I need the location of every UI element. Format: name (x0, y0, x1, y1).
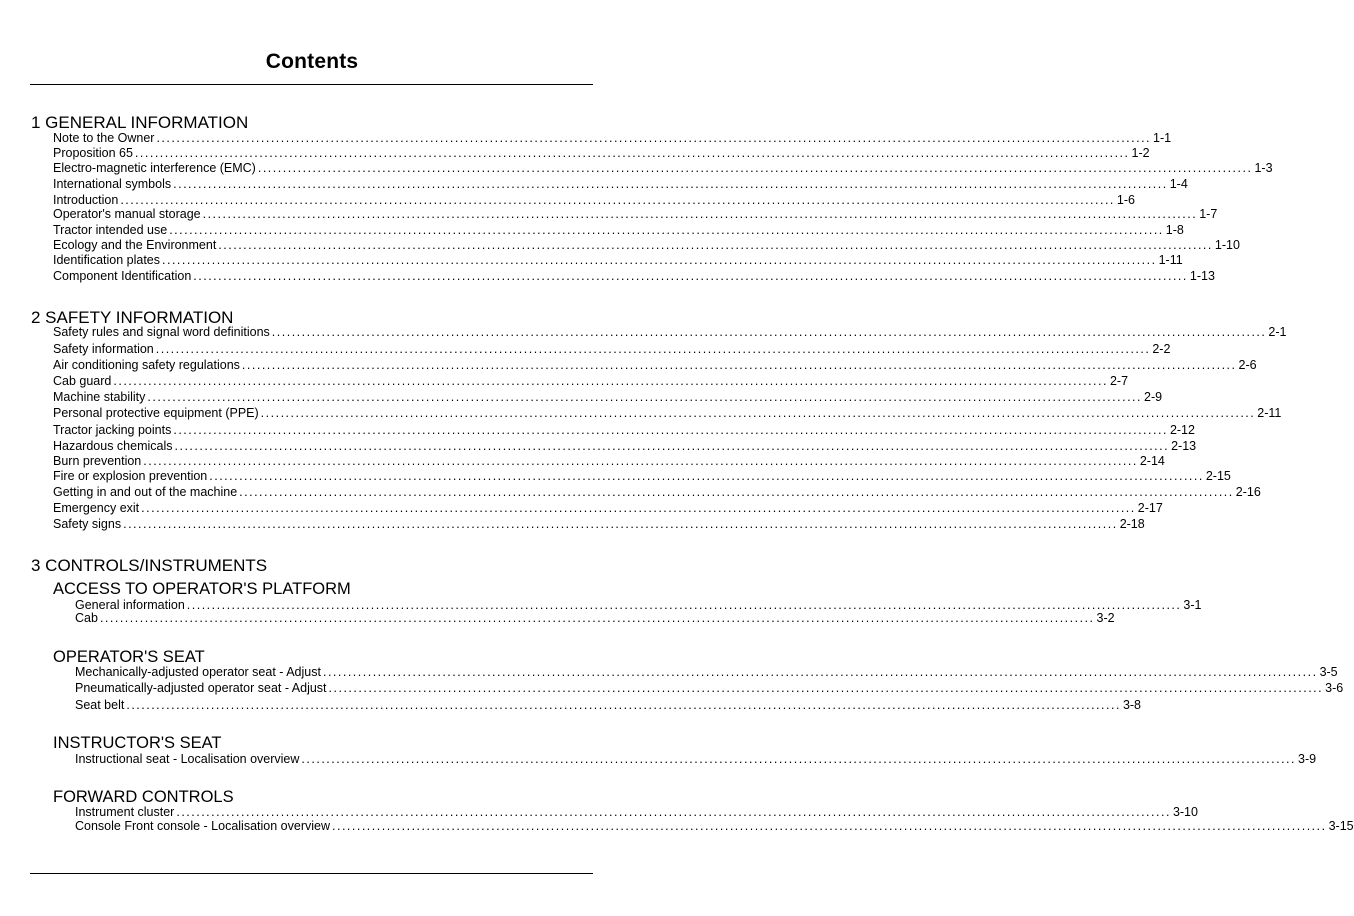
entry-label: Cab guard (53, 374, 112, 388)
dot-leader: ........................................................................................................................................................................................................ (173, 177, 1168, 191)
entry-label: Safety information (53, 342, 154, 356)
bottom-divider (30, 873, 593, 874)
dot-leader: ........................................................................................................................................................................................................ (271, 325, 1267, 339)
toc-entry[interactable] (53, 517, 1145, 532)
subsection-heading: INSTRUCTOR'S SEAT (53, 734, 222, 752)
page-title: Contents (265, 50, 359, 73)
entry-page: 2-14 (1139, 454, 1165, 468)
dot-leader: ........................................................................................................................................................................................................ (301, 752, 1297, 766)
entry-page: 1-11 (1158, 253, 1183, 267)
dot-leader: ........................................................................................................................................................................................................ (176, 805, 1171, 819)
entry-page: 2-6 (1238, 358, 1257, 372)
entry-page: 1-13 (1189, 269, 1215, 283)
dot-leader: ........................................................................................................................................................................................................ (99, 611, 1095, 625)
entry-label: Identification plates (53, 253, 161, 267)
dot-leader: ........................................................................................................................................................................................................ (155, 342, 1151, 356)
dot-leader: ........................................................................................................................................................................................................ (193, 269, 1188, 283)
entry-page: 3-2 (1096, 611, 1115, 625)
dot-leader: ........................................................................................................................................................................................................ (141, 501, 1136, 515)
entry-page: 1-8 (1165, 223, 1184, 237)
toc-entry[interactable] (53, 193, 1135, 208)
entry-page: 3-10 (1172, 805, 1198, 819)
toc-entry[interactable] (75, 611, 1115, 626)
toc-entry[interactable] (53, 269, 1215, 284)
dot-leader: ........................................................................................................................................................................................................ (257, 161, 1253, 175)
top-divider (30, 84, 593, 85)
entry-page: 1-6 (1116, 193, 1135, 207)
toc-entry[interactable] (53, 238, 1240, 253)
entry-label: Cab (75, 611, 98, 625)
toc-entry[interactable] (53, 374, 1129, 389)
subsection-heading: ACCESS TO OPERATOR'S PLATFORM (53, 580, 351, 598)
entry-page: 2-13 (1171, 439, 1197, 453)
toc-entry[interactable] (75, 819, 1354, 834)
dot-leader: ........................................................................................................................................................................................................ (147, 390, 1142, 404)
dot-leader: ........................................................................................................................................................................................................ (174, 439, 1170, 453)
dot-leader: ........................................................................................................................................................................................................ (126, 698, 1121, 712)
entry-label: Hazardous chemicals (53, 439, 173, 453)
entry-label: Component Identification (53, 269, 192, 283)
entry-label: Getting in and out of the machine (53, 485, 238, 499)
entry-page: 3-15 (1328, 819, 1354, 833)
toc-entry[interactable] (53, 485, 1261, 500)
entry-label: Ecology and the Environment (53, 238, 217, 252)
entry-page: 1-1 (1153, 131, 1172, 145)
entry-page: 3-1 (1183, 598, 1202, 612)
entry-page: 3-5 (1319, 665, 1338, 679)
entry-page: 1-3 (1254, 161, 1273, 175)
dot-leader: ........................................................................................................................................................................................................ (332, 819, 1327, 833)
entry-page: 1-10 (1214, 238, 1240, 252)
toc-entry[interactable] (53, 253, 1183, 268)
dot-leader: ........................................................................................................................................................................................................ (173, 423, 1168, 437)
entry-page: 2-1 (1268, 325, 1287, 339)
toc-entry[interactable] (53, 439, 1197, 454)
entry-label: Safety rules and signal word definitions (53, 325, 270, 339)
entry-page: 3-9 (1298, 752, 1317, 766)
subsection-heading: FORWARD CONTROLS (53, 788, 234, 806)
dot-leader: ........................................................................................................................................................................................................ (123, 517, 1118, 531)
entry-page: 1-2 (1131, 146, 1150, 160)
entry-label: Air conditioning safety regulations (53, 358, 240, 372)
entry-page: 1-4 (1169, 177, 1188, 191)
entry-label: Operator's manual storage (53, 207, 201, 221)
entry-label: Fire or explosion prevention (53, 469, 208, 483)
subsection-heading: OPERATOR'S SEAT (53, 648, 205, 666)
entry-page: 1-7 (1199, 207, 1218, 221)
toc-entry[interactable] (53, 342, 1171, 357)
toc-entry[interactable] (53, 131, 1172, 146)
section-heading: 1 GENERAL INFORMATION (31, 113, 249, 132)
toc-entry[interactable] (75, 805, 1198, 820)
toc-entry[interactable] (75, 698, 1142, 713)
dot-leader: ........................................................................................................................................................................................................ (202, 207, 1198, 221)
dot-leader: ........................................................................................................................................................................................................ (260, 406, 1256, 420)
entry-label: Emergency exit (53, 501, 140, 515)
dot-leader: ........................................................................................................................................................................................................ (120, 193, 1115, 207)
dot-leader: ........................................................................................................................................................................................................ (328, 681, 1324, 695)
entry-label: Proposition 65 (53, 146, 133, 160)
dot-leader: ........................................................................................................................................................................................................ (134, 146, 1130, 160)
entry-label: Instrument cluster (75, 805, 175, 819)
entry-page: 3-8 (1122, 698, 1142, 712)
entry-label: Console Front console - Localisation overview (75, 819, 330, 833)
entry-label: International symbols (53, 177, 172, 191)
section-heading: 3 CONTROLS/INSTRUMENTS (31, 556, 268, 575)
toc-entry[interactable] (75, 665, 1338, 680)
entry-page: 2-2 (1152, 342, 1171, 356)
dot-leader: ........................................................................................................................................................................................................ (209, 469, 1204, 483)
entry-label: Personal protective equipment (PPE) (53, 406, 259, 420)
entry-label: Introduction (53, 193, 119, 207)
toc-entry[interactable] (53, 207, 1218, 222)
dot-leader: ........................................................................................................................................................................................................ (113, 374, 1108, 388)
toc-entry[interactable] (53, 146, 1150, 161)
entry-label: Tractor intended use (53, 223, 168, 237)
dot-leader: ........................................................................................................................................................................................................ (156, 131, 1152, 145)
dot-leader: ........................................................................................................................................................................................................ (218, 238, 1213, 252)
entry-label: Note to the Owner (53, 131, 155, 145)
entry-page: 2-9 (1144, 390, 1163, 404)
entry-label: Safety signs (53, 517, 122, 531)
toc-entry[interactable] (53, 325, 1287, 340)
dot-leader: ........................................................................................................................................................................................................ (162, 253, 1157, 267)
dot-leader: ........................................................................................................................................................................................................ (186, 598, 1182, 612)
entry-page: 3-6 (1325, 681, 1344, 695)
entry-page: 2-17 (1137, 501, 1163, 515)
entry-label: Mechanically-adjusted operator seat - Adjust (75, 665, 321, 679)
toc-entry[interactable] (75, 752, 1317, 767)
entry-label: Burn prevention (53, 454, 142, 468)
entry-page: 2-7 (1109, 374, 1129, 388)
entry-label: Electro-magnetic interference (EMC) (53, 161, 256, 175)
entry-label: Instructional seat - Localisation overview (75, 752, 300, 766)
entry-page: 2-15 (1205, 469, 1231, 483)
toc-entry[interactable] (53, 358, 1257, 373)
toc-entry[interactable] (53, 390, 1163, 405)
toc-entry[interactable] (53, 223, 1184, 238)
dot-leader: ........................................................................................................................................................................................................ (239, 485, 1234, 499)
toc-entry[interactable] (53, 454, 1165, 469)
toc-entry[interactable] (53, 177, 1188, 192)
entry-page: 2-18 (1119, 517, 1145, 531)
toc-entry[interactable] (53, 161, 1273, 176)
dot-leader: ........................................................................................................................................................................................................ (322, 665, 1318, 679)
entry-label: Tractor jacking points (53, 423, 172, 437)
entry-page: 2-12 (1169, 423, 1195, 437)
toc-entry[interactable] (53, 469, 1231, 484)
dot-leader: ........................................................................................................................................................................................................ (241, 358, 1237, 372)
entry-page: 2-16 (1235, 485, 1261, 499)
dot-leader: ........................................................................................................................................................................................................ (143, 454, 1138, 468)
section-heading: 2 SAFETY INFORMATION (31, 308, 234, 327)
toc-entry[interactable] (53, 406, 1282, 421)
toc-entry[interactable] (53, 423, 1195, 438)
toc-entry[interactable] (75, 681, 1344, 696)
entry-page: 2-11 (1257, 406, 1282, 420)
dot-leader: ........................................................................................................................................................................................................ (169, 223, 1164, 237)
entry-label: Pneumatically-adjusted operator seat - Adjust (75, 681, 327, 695)
toc-entry[interactable] (53, 501, 1163, 516)
entry-label: Seat belt (75, 698, 125, 712)
entry-label: General information (75, 598, 185, 612)
entry-label: Machine stability (53, 390, 146, 404)
